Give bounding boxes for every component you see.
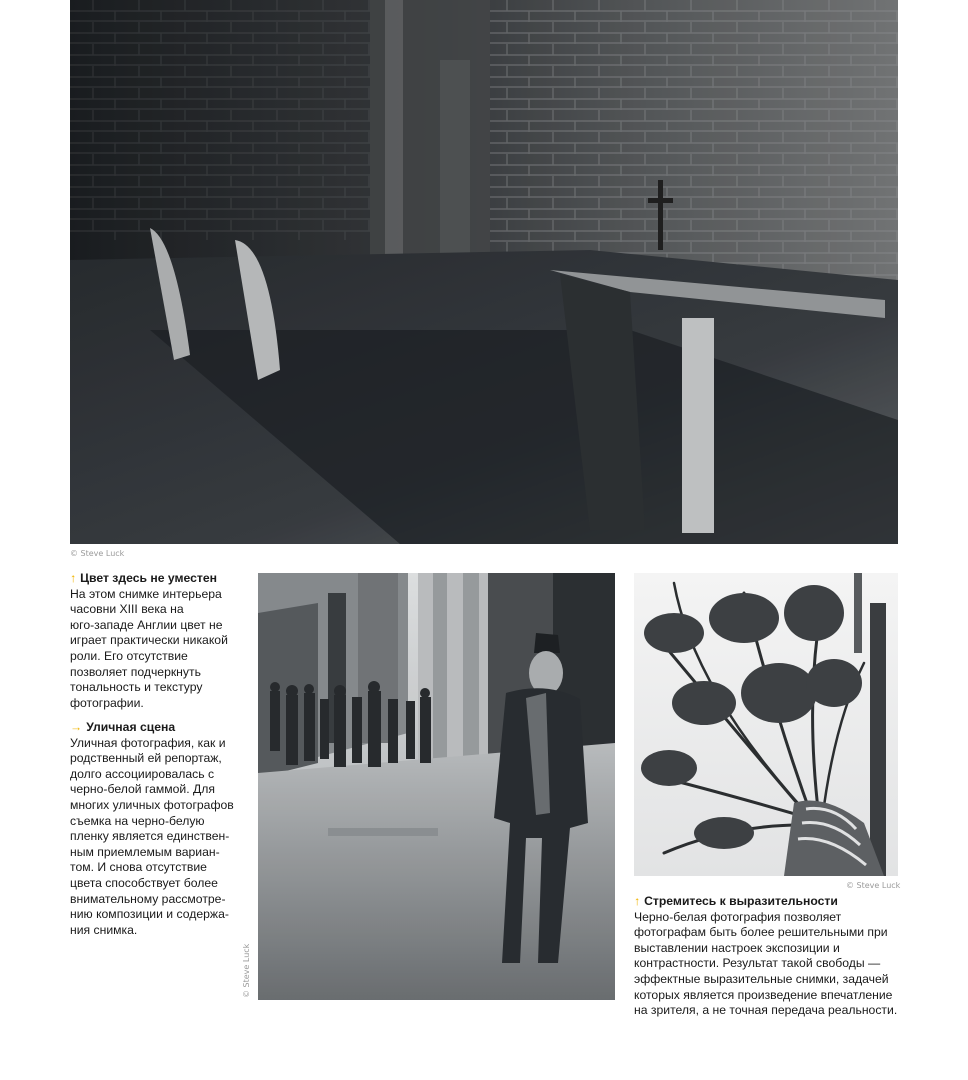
caption-line: На этом снимке интерьера [70,586,222,601]
caption-line: черно-белой гаммой. Для [70,782,215,797]
arrow-up-icon: ↑ [70,571,77,585]
caption-expressiveness [634,894,904,1019]
caption-line: которых является произведение впечатление [634,987,893,1002]
palm-tree-photo [634,573,898,876]
caption-chapel-title: ↑ Цвет здесь не уместен [70,571,218,585]
street-scene-image [258,573,615,1000]
caption-line: Черно-белая фотография позволяет [634,909,842,924]
caption-street-title: → Уличная сцена [70,720,176,734]
caption-line: роли. Его отсутствие [70,648,188,663]
caption-line: съемка на черно-белую [70,813,205,828]
caption-expressiveness-title: ↑ Стремитесь к выразительности [634,894,838,908]
caption-line: Уличная фотография, как и [70,735,226,750]
caption-line: часовни XIII века на [70,602,184,617]
street-photo-credit: © Steve Luck [242,943,251,998]
caption-line: многих уличных фотографов [70,797,234,812]
arrow-right-icon: → [70,720,83,734]
caption-line: юго-западе Англии цвет не [70,617,223,632]
chapel-interior-image [70,0,898,544]
arrow-up-icon: ↑ [634,894,641,908]
caption-line: том. И снова отсутствие [70,860,207,875]
caption-line: цвета способствует более [70,875,218,890]
chapel-interior-photo [70,0,898,544]
caption-line: эффектные выразительные снимки, задачей [634,971,889,986]
caption-line: ным приемлемым вариан- [70,844,220,859]
street-scene-photo [258,573,615,1000]
caption-line: на зрителя, а не точная передача реальности. [634,1003,898,1018]
caption-line: нию композиции и содержа- [70,907,229,922]
caption-line: тональность и текстуру [70,680,203,695]
caption-line: пленку является единствен- [70,829,230,844]
caption-chapel [70,571,250,711]
caption-line: долго ассоциировалась с [70,766,215,781]
caption-line: внимательному рассмотре- [70,891,226,906]
caption-line: фотографам быть более решительными при [634,925,888,940]
palm-photo-credit: © Steve Luck [846,881,901,890]
caption-line: родственный ей репортаж, [70,751,222,766]
chapel-photo-credit: © Steve Luck [70,549,125,558]
palm-tree-image [634,573,898,876]
caption-line: контрастности. Результат такой свободы — [634,956,881,971]
caption-line: ния снимка. [70,922,138,937]
caption-line: выставлении настроек экспозиции и [634,940,840,955]
caption-line: фотографии. [70,695,144,710]
caption-street [70,720,250,938]
caption-line: позволяет подчеркнуть [70,664,201,679]
caption-line: играет практически никакой [70,633,228,648]
